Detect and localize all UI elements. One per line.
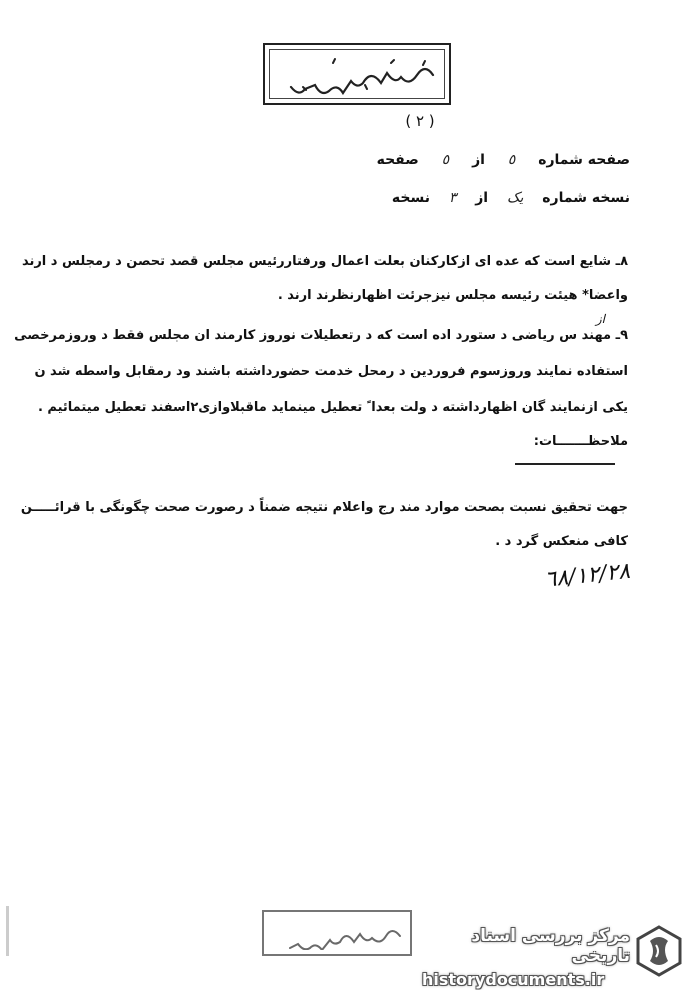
paragraph-9-line-3: یکی ازنمایند گان اظهارداشته د ولت بعدا ً تعطیل مینماید ماقبلاوازی٢اسفند تعطیل میتمائیم . [37, 400, 628, 415]
page-word: صفحه [376, 152, 419, 168]
classification-stamp-top [263, 43, 451, 105]
watermark-title: مرکز بررسی اسناد تاریخی [471, 926, 630, 966]
scan-edge-mark [6, 906, 9, 956]
copy-total-value: ٣ [448, 190, 457, 206]
page-number: ( ٢ ) [405, 112, 435, 130]
copy-count-line [392, 190, 630, 206]
archive-logo-icon [636, 925, 682, 977]
watermark-url: historydocuments.ir [422, 970, 605, 989]
page-count-line [377, 152, 630, 168]
copy-label: نسخه شماره [542, 190, 630, 206]
remarks-line-1: جهت تحقیق نسبت بصحت موارد مند رج واعلام نتیجه ضمناً د رصورت صحت چگونگی با قرائـــــن [20, 500, 628, 515]
page-label: صفحه شماره [538, 152, 630, 168]
handwritten-date: ٦٨/١٢/٢٨ [543, 558, 632, 593]
page-total-value: ٥ [441, 152, 450, 168]
remarks-line-2: کافی منعکس گرد د . [495, 534, 628, 549]
copy-number-value: یک [506, 190, 524, 206]
stamp-handwriting-icon [270, 920, 406, 950]
archive-watermark [418, 926, 630, 989]
paragraph-8-line-2: واعضا* هیئت رئیسه مجلس نیزجرئت اظهارنظرند ارند . [277, 288, 628, 303]
paragraph-9-handwritten-insert: از [595, 312, 605, 326]
remarks-divider [515, 463, 615, 465]
classification-stamp-bottom [262, 910, 412, 956]
paragraph-9-line-2: استفاده نمایند وروزسوم فروردین د رمحل خدمت حضورداشته باشند ود رمقابل واسطه شد ن [34, 364, 628, 379]
copy-word: نسخه [391, 190, 430, 206]
copy-of-label: از [475, 190, 489, 206]
stamp-handwriting-icon [273, 55, 443, 95]
remarks-label: ملاحظـــــــات: [533, 434, 628, 449]
page-of-label: از [472, 152, 485, 168]
paragraph-8-line-1: ٨ـ شایع است که عده ای ازکارکنان بعلت اعمال ورفتاررئیس مجلس قصد تحصن د رمجلس د ارند [21, 254, 628, 269]
page-number-value: ٥ [507, 152, 516, 168]
paragraph-9-line-1: ٩ـ مهند س ریاضی د ستورد اده است که د رتعطیلات نوروز کارمند ان مجلس فقط د وروزمرخصی [14, 328, 628, 343]
